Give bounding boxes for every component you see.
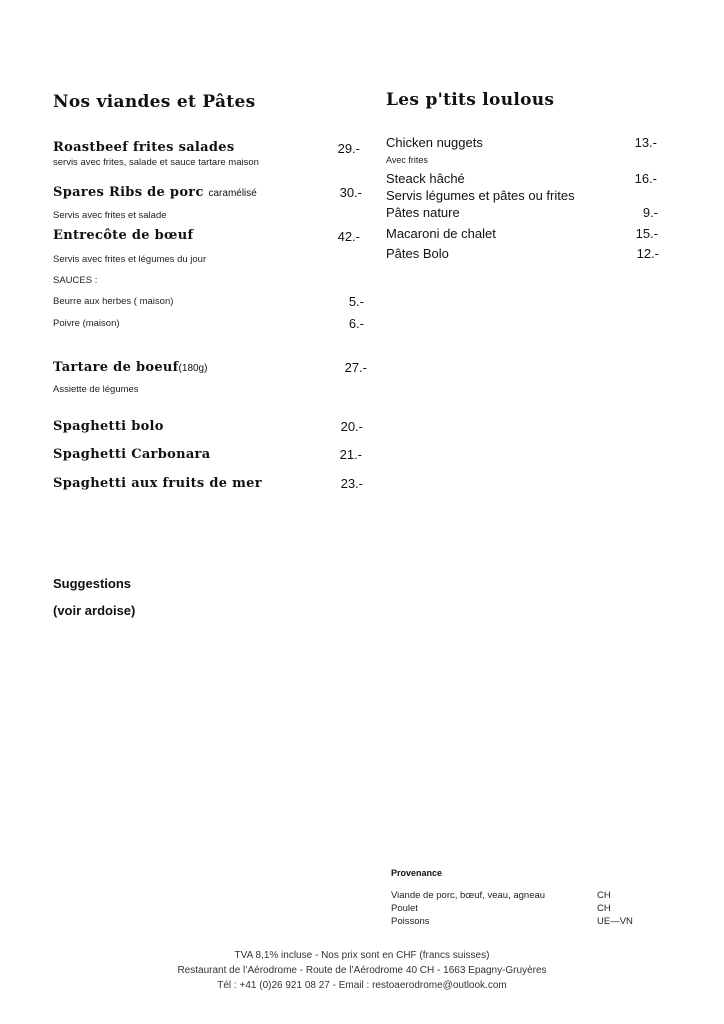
dish-spaghetti-mer-name: Spaghetti aux fruits de mer xyxy=(53,476,262,491)
sauce-poivre-name: Poivre (maison) xyxy=(53,318,120,329)
dish-tartare-desc: Assiette de légumes xyxy=(53,384,139,395)
dish-roastbeef-price: 29.- xyxy=(337,141,360,156)
dish-spares-note: caramélisé xyxy=(208,188,257,199)
dish-entrecote-price: 42.- xyxy=(337,229,360,244)
kids-macaroni-price: 15.- xyxy=(635,226,658,241)
kids-steack-name: Steack hâché xyxy=(386,171,465,186)
dish-tartare-price: 27.- xyxy=(344,360,367,375)
provenance-title: Provenance xyxy=(391,868,443,878)
dish-spaghetti-carbonara-name: Spaghetti Carbonara xyxy=(53,447,211,462)
kids-pates-bolo-price: 12.- xyxy=(636,246,659,261)
suggestions-sub: (voir ardoise) xyxy=(53,603,136,618)
kids-pates-nature-price: 9.- xyxy=(642,205,658,220)
kids-macaroni-name: Macaroni de chalet xyxy=(386,226,496,241)
provenance-row-origin: UE—VN xyxy=(597,916,633,927)
kids-nuggets-desc: Avec frites xyxy=(386,155,428,165)
sauces-label: SAUCES : xyxy=(53,275,98,286)
dish-spares-price: 30.- xyxy=(339,185,362,200)
kids-steack-desc: Servis légumes et pâtes ou frites xyxy=(386,188,575,203)
kids-pates-bolo-name: Pâtes Bolo xyxy=(386,246,449,261)
kids-nuggets-price: 13.- xyxy=(634,135,657,150)
kids-nuggets-name: Chicken nuggets xyxy=(386,135,483,150)
section-title-loulous: Les p'tits loulous xyxy=(386,90,555,110)
kids-pates-nature-name: Pâtes nature xyxy=(386,205,460,220)
kids-steack-price: 16.- xyxy=(634,171,657,186)
sauce-beurre-price: 5.- xyxy=(348,294,364,309)
dish-spares-name: Spares Ribs de porc xyxy=(53,185,204,200)
dish-spaghetti-mer-price: 23.- xyxy=(340,476,363,491)
dish-tartare xyxy=(53,360,207,375)
section-title-viandes: Nos viandes et Pâtes xyxy=(53,92,256,112)
dish-spares-desc: Servis avec frites et salade xyxy=(53,210,167,221)
dish-roastbeef-desc: servis avec frites, salade et sauce tartare maison xyxy=(53,157,259,168)
dish-tartare-name: Tartare de boeuf xyxy=(53,360,179,375)
dish-entrecote-desc: Servis avec frites et légumes du jour xyxy=(53,254,207,265)
sauce-poivre-price: 6.- xyxy=(348,316,364,331)
dish-entrecote-name: Entrecôte de bœuf xyxy=(53,228,194,243)
sauce-beurre-name: Beurre aux herbes ( maison) xyxy=(53,296,174,307)
footer-contact: Tél : +41 (0)26 921 08 27 - Email : restoaerodrome@outlook.com xyxy=(217,980,507,991)
suggestions-title: Suggestions xyxy=(53,576,132,591)
dish-tartare-note: (180g) xyxy=(178,363,208,374)
dish-roastbeef-name: Roastbeef frites salades xyxy=(53,140,235,155)
provenance-row-item: Poissons xyxy=(391,916,430,927)
dish-spares-ribs xyxy=(53,185,257,200)
provenance-row-item: Poulet xyxy=(391,903,418,914)
provenance-row-origin: CH xyxy=(597,903,611,914)
footer-address: Restaurant de l’Aérodrome - Route de l’Aérodrome 40 CH - 1663 Epagny-Gruyères xyxy=(177,965,547,976)
dish-spaghetti-carbonara-price: 21.- xyxy=(339,447,362,462)
dish-spaghetti-bolo-name: Spaghetti bolo xyxy=(53,419,164,434)
footer-tva: TVA 8,1% incluse - Nos prix sont en CHF (francs suisses) xyxy=(234,950,490,961)
dish-spaghetti-bolo-price: 20.- xyxy=(340,419,363,434)
provenance-row-item: Viande de porc, bœuf, veau, agneau xyxy=(391,890,546,901)
provenance-row-origin: CH xyxy=(597,890,611,901)
